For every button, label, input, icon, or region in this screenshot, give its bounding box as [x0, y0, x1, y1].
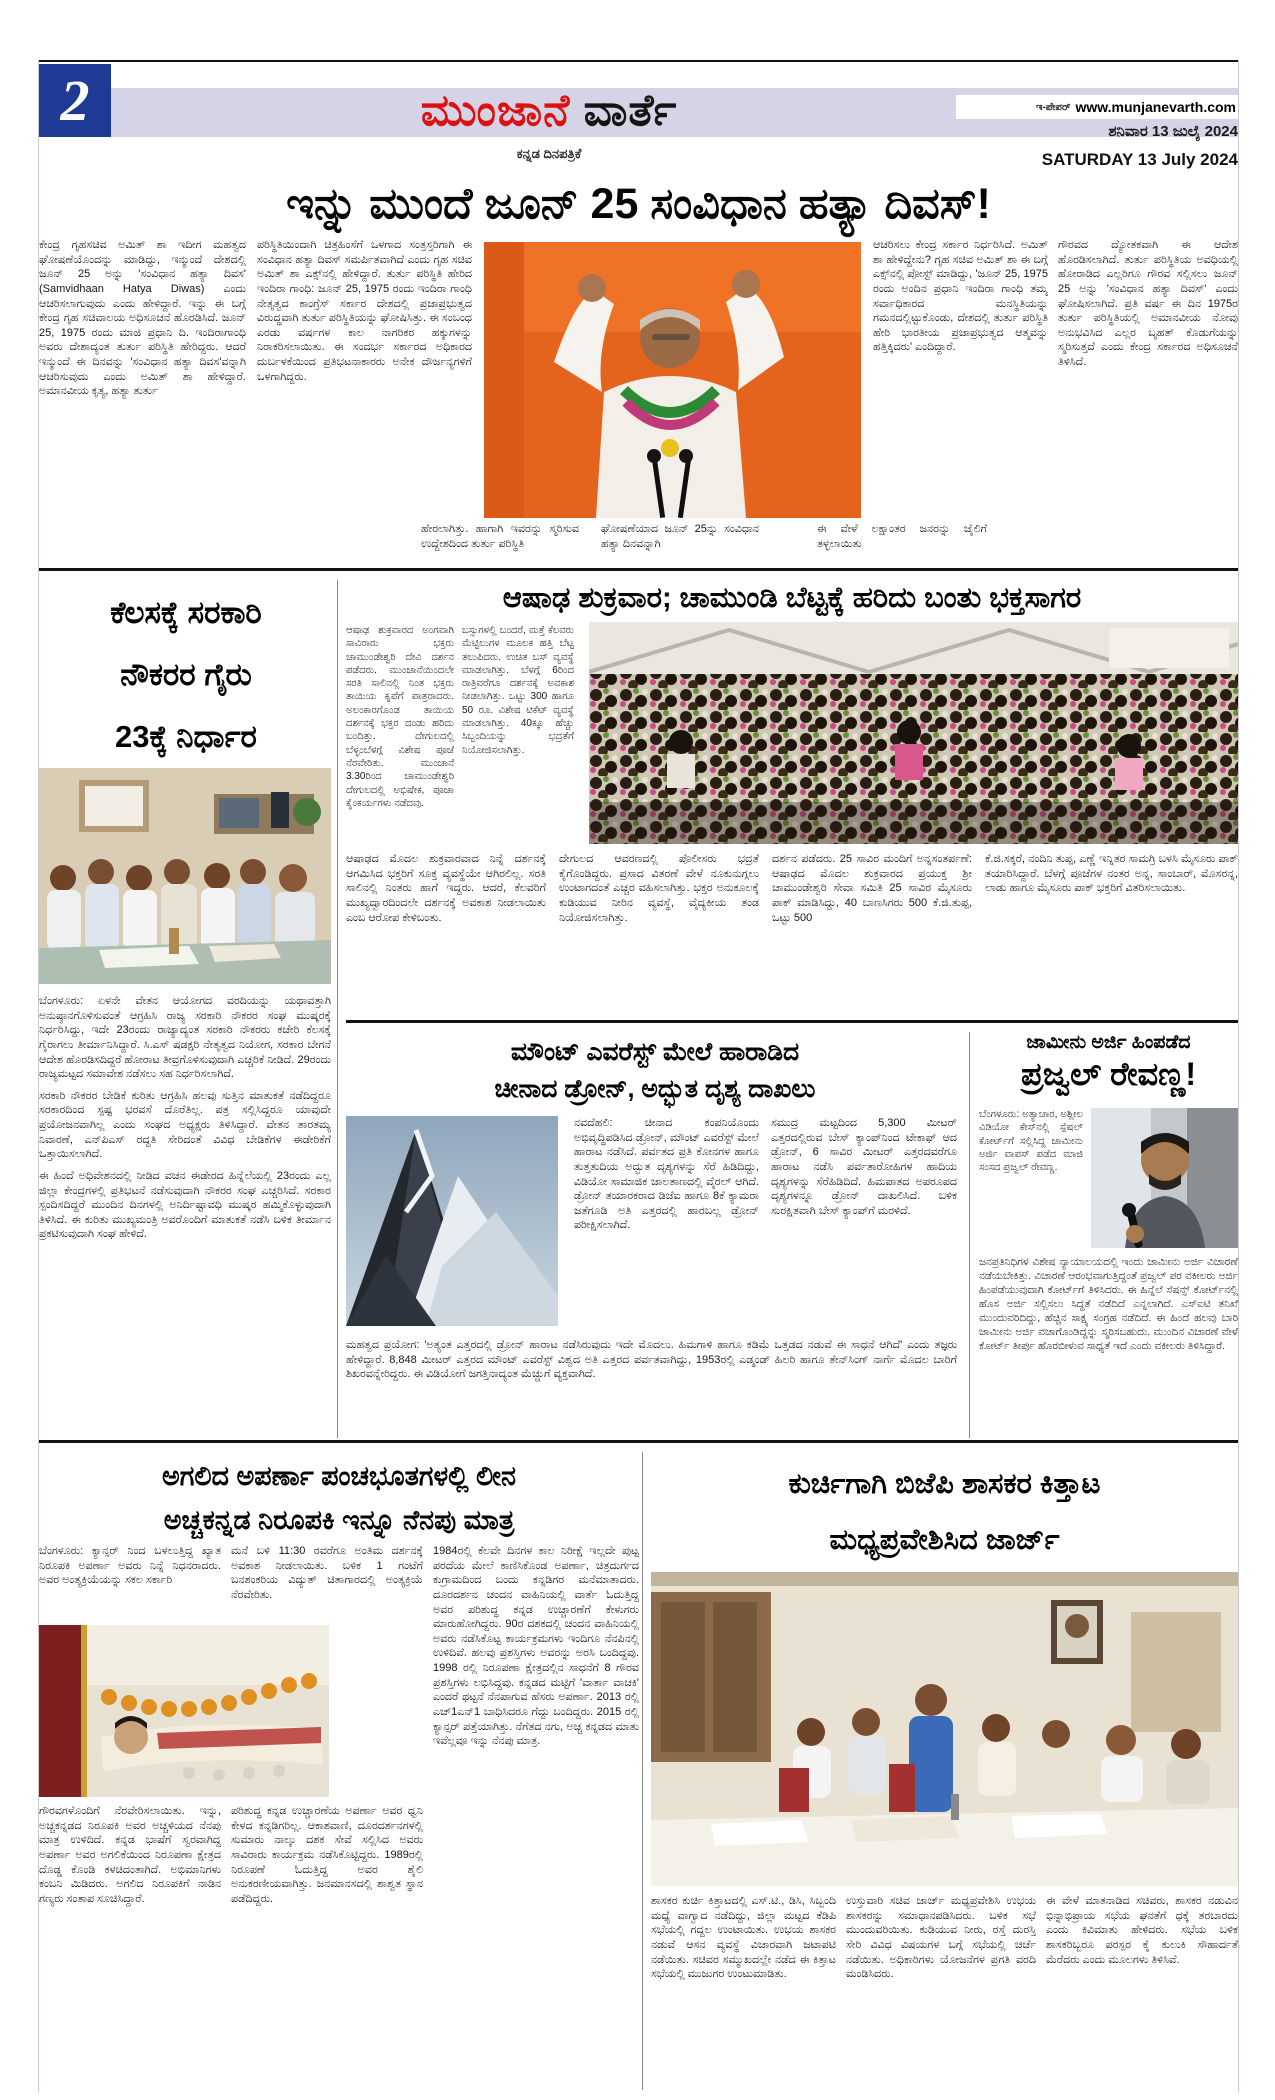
prajwal-headline-line2: ಪ್ರಜ್ವಲ್ ರೇವಣ್ಣ!: [1021, 1056, 1196, 1092]
lead-column-4: ಗೌರವದ ದ್ಯೋತಕವಾಗಿ ಈ ಆದೇಶ ಹೊರಡಿಸಲಾಗಿದೆ. ತುರ್ತು ಪರಿಸ್ಥಿತಿಯ ಅವಧಿಯಲ್ಲಿ ಹೋರಾಡಿದ ಎಲ್ಲರಿಗೂ ಗೌರವ ಸಲ್ಲಿಸಲು ಜೂನ್ 25 ಅನ್ನು 'ಸಂವಿಧಾನ ಹತ್ಯಾ ದಿವಸ್' ಎಂದು ಘೋಷಿಸಲಾಗಿದೆ. ಪ್ರತಿ ವರ್ಷ ಈ ದಿನ 1975ರ ತುರ್ತು ಪರಿಸ್ಥಿತಿಯಲ್ಲಿ ಅಮಾನವೀಯ ನೋವು ಅನುಭವಿಸಿದ ಎಲ್ಲರ ಬೃಹತ್ ಕೊಡುಗೆಯನ್ನು ಸ್ಮರಿಸುತ್ತದೆ ಎಂದು ಕೇಂದ್ರ ಸರ್ಕಾರದ ಅಧಿಸೂಚನೆ ತಿಳಿಸಿದೆ.: [1058, 239, 1238, 368]
aparna-headline-line2: ಅಚ್ಚಕನ್ನಡ ನಿರೂಪಕಿ ಇನ್ನೂ ನೆನಪು ಮಾತ್ರ: [163, 1505, 515, 1535]
officials-group-photo: [39, 768, 331, 984]
lead-column-2: ಪರಿಸ್ಥಿತಿಯಿಂದಾಗಿ ಚಿತ್ರಹಿಂಸೆಗೆ ಒಳಗಾದ ಸಂತ್ರಸ್ತರಿಗಾಗಿ ಈ ಸಂವಿಧಾನ ಹತ್ಯಾ ದಿವಸ್ ಸಮರ್ಪಿತವಾಗಿದೆ ಎಂದು ಗೃಹ ಸಚಿವ ಅಮಿತ್ ಶಾ ಎಕ್ಸ್‌ನಲ್ಲಿ ಹೇಳಿದ್ದಾರೆ. ತುರ್ತು ಪರಿಸ್ಥಿತಿ ಹೇರಿದ ಇಂದಿರಾ ಗಾಂಧಿ: ಜೂನ್ 25, 1975 ರಂದು ಇಂದಿರಾ ಗಾಂಧಿ ನೇತೃತ್ವದ ಕಾಂಗ್ರೆಸ್ ಸರ್ಕಾರ ದೇಶದಲ್ಲಿ ಪ್ರಜಾಪ್ರಭುತ್ವದ ವಿರುದ್ಧವಾಗಿ ತುರ್ತು ಪರಿಸ್ಥಿತಿಯನ್ನು ಘೋಷಿಸಿತ್ತು. ಈ ಸಂಬಂಧ ಎರಡು ವರ್ಷಗಳ ಕಾಲ ನಾಗರಿಕರ ಹಕ್ಕುಗಳನ್ನು ನಿರಾಕರಿಸಲಾಯಿತು. ಈ ಸಂದರ್ಭ ಸರ್ಕಾರದ ಅಧಿಕಾರದ ದುರ್ಬಳಕೆಯಿಂದ ಪ್ರತಿಭಟನಾಕಾರರು ಅನೇಕ ದೌರ್ಜನ್ಯಗಳಿಗೆ ಒಳಗಾಗಿದ್ದರು.: [257, 239, 472, 383]
ashadha-column-1: ಆಷಾಢ ಶುಕ್ರವಾರದ ಅಂಗವಾಗಿ ಸಾವಿರಾರು ಭಕ್ತರು ಚಾಮುಂಡೇಶ್ವರಿ ದೇವಿ ದರ್ಶನ ಪಡೆದರು. ಮುಂಜಾನೆಯಿಂದಲೇ ಸರತಿ ಸಾಲಿನಲ್ಲಿ ನಿಂತ ಭಕ್ತರು ತಾಯಿಯ ಕೃಪೆಗೆ ಪಾತ್ರರಾದರು. ಅಲಂಕಾರಗೊಂಡ ತಾಯಿಯ ದರ್ಶನಕ್ಕೆ ಭಕ್ತರ ದಂಡು ಹರಿದು ಬಂದಿತ್ತು. ದೇಗುಲದಲ್ಲಿ ಬೆಳ್ಳಂಬೆಳಗ್ಗೆ ವಿಶೇಷ ಪೂಜೆ ನೆರವೇರಿತು. ಮುಂಜಾನೆ 3.30ರಿಂದ ಚಾಮುಂಡೇಶ್ವರಿ ದೇಗುಲದಲ್ಲಿ ಅಭಿಷೇಕ, ಪೂಜಾ ಕೈಂಕರ್ಯಗಳು ನಡೆದವು.: [346, 625, 454, 809]
prajwal-revanna-photo: [1091, 1108, 1238, 1248]
kdp-meeting-photo: [651, 1572, 1238, 1886]
everest-column-1: ನವದೆಹಲಿ: ಚೀನಾದ ಕಂಪನಿಯೊಂದು ಅಭಿವೃದ್ಧಿಪಡಿಸಿದ ಡ್ರೋನ್, ಮೌಂಟ್ ಎವರೆಸ್ಟ್ ಮೇಲೆ ಹಾರಾಟ ನಡೆಸಿದೆ. ಪರ್ವತದ ಪ್ರತಿ ಕೋನಗಳ ಹಾಗೂ ತುತ್ತತುದಿಯ ಅದ್ಭುತ ದೃಶ್ಯಗಳನ್ನು ಸೆರೆ ಹಿಡಿದಿದ್ದು, ವಿಡಿಯೋ ಸಾಮಾಜಿಕ ಜಾಲತಾಣದಲ್ಲಿ ವೈರಲ್ ಆಗಿದೆ. ಡ್ರೋನ್ ತಯಾರಕರಾದ ಡಿಜೆಐ ಹಾಗೂ 8ಕೆ ಕ್ಯಾಮರಾ ಜತೆಗೂಡಿ ಅತಿ ಎತ್ತರದಲ್ಲಿ ಹಾರಬಲ್ಲ ಡ್ರೋನ್ ಪರೀಕ್ಷಿಸಲಾಗಿದೆ.: [574, 1117, 759, 1232]
ashadha-column-2: ಬಸ್ಸುಗಳಲ್ಲಿ ಬಂದರೆ, ಮತ್ತೆ ಕೆಲವರು ಮೆಟ್ಟಿಲುಗಳ ಮೂಲಕ ಹತ್ತಿ ಬೆಟ್ಟ ತಲುಪಿದರು. ಉಚಿತ ಬಸ್ ವ್ಯವಸ್ಥೆ ಮಾಡಲಾಗಿತ್ತು. ಬೆಳಗ್ಗೆ 6ರಿಂದ ರಾತ್ರಿವರೆಗೂ ದರ್ಶನಕ್ಕೆ ಅವಕಾಶ ನೀಡಲಾಗಿತ್ತು. ಒಟ್ಟು 300 ಹಾಗೂ 50 ರೂ. ವಿಶೇಷ ಟಿಕೆಟ್ ವ್ಯವಸ್ಥೆ ಮಾಡಲಾಗಿತ್ತು. 40ಕ್ಕೂ ಹೆಚ್ಚು ಸಿಬ್ಬಂದಿಯನ್ನು ಭದ್ರತೆಗೆ ನಿಯೋಜಿಸಲಾಗಿತ್ತು.: [462, 625, 574, 756]
prajwal-photo: [1091, 1108, 1238, 1248]
ashadha-bottom-column-2: ದೇಗುಲದ ಆವರಣದಲ್ಲಿ ಪೊಲೀಸರು ಭದ್ರತೆ ಕೈಗೊಂಡಿದ್ದರು. ಪ್ರಸಾದ ವಿತರಣೆ ವೇಳೆ ನೂಕುನುಗ್ಗಲು ಉಂಟಾಗದಂತೆ ಎಚ್ಚರ ವಹಿಸಲಾಗಿತ್ತು. ಭಕ್ತರ ಅನುಕೂಲಕ್ಕೆ ಕುಡಿಯುವ ನೀರಿನ ವ್ಯವಸ್ಥೆ, ವೈದ್ಯಕೀಯ ತಂಡ ನಿಯೋಜಿಸಲಾಗಿತ್ತು.: [559, 853, 759, 924]
aparna-headline: [39, 1454, 639, 1542]
page-number: 2: [60, 68, 90, 133]
george-photo: [651, 1572, 1238, 1886]
george-headline: [651, 1456, 1238, 1568]
aparna-headline-line1: ಅಗಲಿದ ಅಪರ್ಣಾ ಪಂಚಭೂತಗಳಲ್ಲಿ ಲೀನ: [161, 1461, 517, 1491]
lead-photo: [484, 242, 861, 518]
top-rule: [39, 60, 1238, 62]
everest-headline-line2: ಚೀನಾದ ಡ್ರೋನ್, ಅದ್ಭುತ ದೃಶ್ಯ ದಾಖಲು: [494, 1075, 816, 1103]
ashadha-bottom-column-1: ಆಷಾಢದ ಮೊದಲ ಶುಕ್ರವಾರವಾದ ನಿನ್ನೆ ದರ್ಶನಕ್ಕೆ ಆಗಮಿಸಿದ ಭಕ್ತರಿಗೆ ಸೂಕ್ತ ವ್ಯವಸ್ಥೆಯೇ ಆಗಿರಲಿಲ್ಲ. ಸರತಿ ಸಾಲಿನಲ್ಲಿ ನಿಂತರು ಹಾಗೆ ಇದ್ದರು. ಆದರೆ, ಕೆಲವರಿಗೆ ಮುಖ್ಯದ್ವಾರದಿಂದಲೇ ದರ್ಶನಕ್ಕೆ ಅವಕಾಶ ನೀಡಲಾಯಿತು ಎಂಬ ಆರೋಪ ಕೇಳಿಬಂತು.: [346, 853, 546, 924]
masthead: [339, 86, 759, 136]
ashadha-bottom-column-3: ದರ್ಶನ ಪಡೆದರು. 25 ಸಾವಿರ ಮಂದಿಗೆ ಅನ್ನಸಂತರ್ಪಣೆ: ಆಷಾಢದ ಮೊದಲ ಶುಕ್ರವಾರದ ಪ್ರಯುಕ್ತ ಶ್ರೀ ಚಾಮುಂಡೇಶ್ವರಿ ಸೇವಾ ಸಮಿತಿ 25 ಸಾವಿರ ಮೈಸೂರು ಪಾಕ್ ಮಾಡಿಸಿದ್ದು, 40 ಬಾಣಸಿಗರು 500 ಕೆ.ಜಿ.ತುಪ್ಪ, ಒಟ್ಟು 500: [772, 853, 972, 924]
strike-paragraph-2: ಸರಕಾರಿ ನೌಕರರ ಬೇಡಿಕೆ ಕುರಿತು ಆಗ್ರಹಿಸಿ ಹಲವು ಸುತ್ತಿನ ಮಾತುಕತೆ ನಡೆದಿದ್ದರೂ ಸರಕಾರದಿಂದ ಸ್ಪಷ್ಟ ಭರವಸೆ ದೊರೆತಿಲ್ಲ. ಪತ್ರ ಸಲ್ಲಿಸಿದ್ದರೂ ಯಾವುದೇ ಪ್ರಯೋಜನವಾಗಿಲ್ಲ ಎಂದು ಸಂಘದ ಅಧ್ಯಕ್ಷರು ತಿಳಿಸಿದ್ದಾರೆ. ವೇತನ ತಾರತಮ್ಯ ನಿವಾರಣೆ, ಎನ್‌ಪಿಎಸ್ ರದ್ದತಿ ಸೇರಿದಂತೆ ವಿವಿಧ ಬೇಡಿಕೆಗಳ ಈಡೇರಿಕೆಗೆ ಒತ್ತಾಯಿಸಲಾಗಿದೆ.: [39, 1089, 331, 1161]
epaper-box: [956, 95, 1238, 119]
strike-headline-line2: ನೌಕರರ ಗೈರು: [120, 657, 252, 692]
ashadha-photo: [589, 622, 1238, 844]
george-headline-line2: ಮಧ್ಯಪ್ರವೇಶಿಸಿದ ಜಾರ್ಜ್: [829, 1524, 1060, 1556]
lead-headline: ಇನ್ನು ಮುಂದೆ ಜೂನ್ 25 ಸಂವಿಧಾನ ಹತ್ಯಾ ದಿವಸ್!: [286, 180, 991, 228]
masthead-subtitle: ಕನ್ನಡ ದಿನಪತ್ರಿಕೆ: [516, 146, 582, 161]
strike-headline-line1: ಕೆಲಸಕ್ಕೆ ಸರಕಾರಿ: [110, 595, 262, 630]
section-divider-2: [346, 1020, 1238, 1023]
lead-subcolumn-2: ಘೋಷಣೆಯಾದ ಜೂನ್ 25ನ್ನು ಸಂವಿಧಾನ ಹತ್ಯಾ ದಿನವನ್ನಾಗಿ: [601, 523, 759, 550]
everest-headline: [346, 1034, 964, 1108]
column-rule-2: [969, 1032, 970, 1438]
everest-photo: [346, 1116, 558, 1326]
everest-bottom-paragraph: ಮಹತ್ವದ ಪ್ರಯೋಗ: 'ಅತ್ಯಂತ ಎತ್ತರದಲ್ಲಿ ಡ್ರೋನ್ ಹಾರಾಟ ನಡೆಸಿರುವುದು ಇದೇ ಮೊದಲು. ಹಿಮಗಾಳಿ ಹಾಗೂ ಕಡಿಮೆ ಒತ್ತಡದ ನಡುವೆ ಈ ಸಾಧನೆ ಆಗಿದೆ' ಎಂದು ತಜ್ಞರು ಹೇಳಿದ್ದಾರೆ. 8,848 ಮೀಟರ್ ಎತ್ತರದ ಮೌಂಟ್ ಎವರೆಸ್ಟ್ ವಿಶ್ವದ ಅತಿ ಎತ್ತರದ ಪರ್ವತವಾಗಿದ್ದು, 1953ರಲ್ಲಿ ಎಡ್ಮಂಡ್ ಹಿಲರಿ ಹಾಗೂ ತೇನ್‌ಸಿಂಗ್ ನಾರ್ಗೆ ಮೊದಲ ಬಾರಿಗೆ ಶಿಖರವನ್ನೇರಿದ್ದರು. ಈ ವಿಡಿಯೋಗೆ ಜಗತ್ತಿನಾದ್ಯಂತ ಮೆಚ್ಚುಗೆ ವ್ಯಕ್ತವಾಗಿದೆ.: [346, 1339, 957, 1381]
strike-headline: [39, 582, 333, 768]
lead-subcolumn-3: ಈ ವೇಳೆ ಲಕ್ಷಾಂತರ ಜನರನ್ನು ಜೈಲಿಗೆ ತಳ್ಳಲಾಯಿತು: [817, 523, 987, 550]
george-column-1: ಶಾಸಕರ ಕುರ್ಚಿ ಕಿತ್ತಾಟದಲ್ಲಿ ಎಸ್.ಟಿ., ಡಿಸಿ, ಸಿಬ್ಬಂದಿ ಮಧ್ಯೆ ವಾಗ್ವಾದ ನಡೆದಿದ್ದು, ಜಿಲ್ಲಾ ಮಟ್ಟದ ಕೆಡಿಪಿ ಸಭೆಯಲ್ಲಿ ಗದ್ದಲ ಉಂಟಾಯಿತು. ಉಭಯ ಶಾಸಕರ ನಡುವೆ ಆಸನ ವ್ಯವಸ್ಥೆ ವಿಚಾರವಾಗಿ ಜಟಾಪಟಿ ನಡೆಯಿತು. ಸಚಿವರ ಸಮ್ಮುಖದಲ್ಲೇ ನಡೆದ ಈ ಕಿತ್ತಾಟ ಸಭೆಯಲ್ಲಿ ಮುಜುಗರ ಉಂಟುಮಾಡಿತು.: [651, 1895, 836, 1981]
masthead-red: ಮುಂಜಾನೆ: [420, 86, 571, 135]
lead-column-1: ಕೇಂದ್ರ ಗೃಹಸಚಿವ ಅಮಿತ್ ಶಾ ಇದೀಗ ಮಹತ್ವದ ಘೋಷಣೆಯೊಂದನ್ನು ಮಾಡಿದ್ದು, ಇನ್ಮುಂದೆ ದೇಶದಲ್ಲಿ ಜೂನ್ 25 ಅನ್ನು 'ಸಂವಿಧಾನ ಹತ್ಯಾ ದಿವಸ' (Samvidhaan Hatya Diwas) ಎಂದು ಆಚರಿಸಲಾಗುವುದು ಎಂದು ಹೇಳಿದ್ದಾರೆ. ಇನ್ನು ಈ ಬಗ್ಗೆ ಕೇಂದ್ರ ಗೃಹ ಸಚಿವಾಲಯ ಅಧಿಸೂಚನೆ ಹೊರಡಿಸಿದೆ. ಜೂನ್ 25, 1975 ರಂದು ಮಾಜಿ ಪ್ರಧಾನಿ ದಿ. ಇಂದಿರಾಗಾಂಧಿ ಅವರು ದೇಶಾದ್ಯಂತ ತುರ್ತು ಪರಿಸ್ಥಿತಿ ಹೇರಿದ್ದರು. ಆದರೆ ಇನ್ಮುಂದೆ ಈ ದಿನವನ್ನು 'ಸಂವಿಧಾನ ಹತ್ಯಾ ದಿವಸ'ವನ್ನಾಗಿ ಆಚರಿಸುವುದು ಎಂದು ಅಮಿತ್ ಶಾ ಹೇಳಿದ್ದಾರೆ. ಅಮಾನವೀಯ ಕೃತ್ಯ, ಹತ್ಯಾ ತುರ್ತು: [39, 239, 246, 398]
strike-paragraph-3: ಈ ಹಿಂದೆ ಅಧಿವೇಶನದಲ್ಲಿ ನೀಡಿದ ವಚನ ಈಡೇರದ ಹಿನ್ನೆಲೆಯಲ್ಲಿ 23ರಂದು ಎಲ್ಲ ಜಿಲ್ಲಾ ಕೇಂದ್ರಗಳಲ್ಲಿ ಪ್ರತಿಭಟನೆ ನಡೆಸುವುದಾಗಿ ನೌಕರರ ಸಂಘ ಎಚ್ಚರಿಸಿದೆ. ಸರಕಾರ ಸ್ಪಂದಿಸದಿದ್ದರೆ ಮುಂದಿನ ದಿನಗಳಲ್ಲಿ ಅನಿರ್ದಿಷ್ಟಾವಧಿ ಮುಷ್ಕರ ಹಮ್ಮಿಕೊಳ್ಳುವುದಾಗಿ ತಿಳಿಸಿದೆ. ಈ ಕುರಿತು ಮುಖ್ಯಮಂತ್ರಿ ಅವರೊಂದಿಗೆ ಮಾತುಕತೆ ನಡೆಸಿ ಬಳಿಕ ತೀರ್ಮಾನ ಪ್ರಕಟಿಸುವುದಾಗಿ ಸಂಘ ಹೇಳಿದೆ.: [39, 1169, 331, 1241]
george-column-3: ಈ ವೇಳೆ ಮಾತನಾಡಿದ ಸಚಿವರು, ಶಾಸಕರ ನಡುವಿನ ಭಿನ್ನಾಭಿಪ್ರಾಯ ಸಭೆಯ ಘನತೆಗೆ ಧಕ್ಕೆ ತರಬಾರದು ಎಂದು ಕಿವಿಮಾತು ಹೇಳಿದರು. ಸಭೆಯ ಬಳಿಕ ಶಾಸಕರಿಬ್ಬರೂ ಪರಸ್ಪರ ಕೈ ಕುಲುಕಿ ಸೌಹಾರ್ದತೆ ಮೆರೆದರು ಎಂದು ಮೂಲಗಳು ತಿಳಿಸಿವೆ.: [1046, 1895, 1238, 1966]
prajwal-side-text: ಬೆಂಗಳೂರು: ಅತ್ಯಾಚಾರ, ಅಶ್ಲೀಲ ವಿಡಿಯೋ ಕೇಸ್‌ನಲ್ಲಿ ಸ್ಪೆಷಲ್ ಕೋರ್ಟ್‌ಗೆ ಸಲ್ಲಿಸಿದ್ದ ಜಾಮೀನು ಅರ್ಜಿ ವಾಪಸ್ ಪಡೆದ ಮಾಜಿ ಸಂಸದ ಪ್ರಜ್ವಲ್ ರೇವಣ್ಣ.: [979, 1109, 1083, 1174]
devotee-crowd-photo: [589, 622, 1238, 844]
epaper-label: ಇ-ಪೇಪರ್: [1036, 101, 1071, 113]
mount-everest-photo: [346, 1116, 558, 1326]
aparna-column-5: ಪರಿಶುದ್ಧ ಕನ್ನಡ ಉಚ್ಚಾರಣೆಯ ಅಪರ್ಣಾ ಅವರ ಧ್ವನಿ ಕೇಳದ ಕನ್ನಡಿಗರಿಲ್ಲ. ಆಕಾಶವಾಣಿ, ದೂರದರ್ಶನಗಳಲ್ಲಿ ಸುಮಾರು ನಾಲ್ಕು ದಶಕ ಸೇವೆ ಸಲ್ಲಿಸಿದ ಅವರು ಸಾವಿರಾರು ಕಾರ್ಯಕ್ರಮ ನಡೆಸಿಕೊಟ್ಟಿದ್ದರು. 1989ರಲ್ಲಿ ನಿರೂಪಣೆ ಓದುತ್ತಿದ್ದ ಅವರ ಶೈಲಿ ಅನುಕರಣೀಯವಾಗಿತ್ತು. ಜನಮಾನಸದಲ್ಲಿ ಶಾಶ್ವತ ಸ್ಥಾನ ಪಡೆದಿದ್ದರು.: [231, 1805, 423, 1905]
column-rule-1: [337, 580, 338, 1438]
ashadha-headline: ಆಷಾಢ ಶುಕ್ರವಾರ; ಚಾಮುಂಡಿ ಬೆಟ್ಟಕ್ಕೆ ಹರಿದು ಬಂತು ಭಕ್ತಸಾಗರ: [502, 582, 1082, 614]
strike-headline-line3: 23ಕ್ಕೆ ನಿರ್ಧಾರ: [115, 719, 257, 754]
aparna-column-2: ಮನೆ ಬಳಿ 11:30 ರವರೆಗೂ ಅಂತಿಮ ದರ್ಶನಕ್ಕೆ ಅವಕಾಶ ನೀಡಲಾಯಿತು. ಬಳಿಕ 1 ಗಂಟೆಗೆ ಬನಶಂಕರಿಯ ವಿದ್ಯುತ್ ಚಿತಾಗಾರದಲ್ಲಿ ಅಂತ್ಯಕ್ರಿಯೆ ನೆರವೇರಿತು.: [231, 1545, 423, 1601]
newspaper-page: [38, 60, 1239, 2092]
aparna-column-4: ಗೌರವಗಳೊಂದಿಗೆ ನೆರವೇರಿಸಲಾಯಿತು. ಇನ್ನು, ಅಚ್ಚಕನ್ನಡದ ನಿರೂಪಕಿ ಅವರ ಅಚ್ಚಳಿಯದ ನೆನಪು ಮಾತ್ರ ಉಳಿದಿದೆ. ಕನ್ನಡ ಭಾಷೆಗೆ ಸ್ವರವಾಗಿದ್ದ ಅಪರ್ಣಾ ಅವರ ಅಗಲಿಕೆಯಿಂದ ನಿರೂಪಣಾ ಕ್ಷೇತ್ರದ ದೊಡ್ಡ ಕೊಂಡಿ ಕಳಚಿದಂತಾಗಿದೆ. ಅಭಿಮಾನಿಗಳು ಕಂಬನಿ ಮಿಡಿದರು. ಅಗಲಿದ ನಿರೂಪಕಿಗೆ ನಾಡಿನ ಗಣ್ಯರು ಸಂತಾಪ ಸೂಚಿಸಿದ್ದಾರೆ.: [39, 1805, 221, 1905]
prajwal-body: ಜನಪ್ರತಿನಿಧಿಗಳ ವಿಶೇಷ ನ್ಯಾಯಾಲಯದಲ್ಲಿ ಇಂದು ಜಾಮೀನು ಅರ್ಜಿ ವಿಚಾರಣೆ ನಡೆಯಬೇಕಿತ್ತು. ವಿಚಾರಣೆ ಆರಂಭವಾಗುತ್ತಿದ್ದಂತೆ ಪ್ರಜ್ವಲ್ ಪರ ವಕೀಲರು ಅರ್ಜಿ ಹಿಂಪಡೆಯುವುದಾಗಿ ಕೋರ್ಟ್‌ಗೆ ತಿಳಿಸಿದರು. ಈ ಹಿನ್ನೆಲೆ ಸೆಷನ್ಸ್ ಕೋರ್ಟ್‌ನಲ್ಲಿ ಹೊಸ ಅರ್ಜಿ ಸಲ್ಲಿಸಲು ಸಿದ್ಧತೆ ನಡೆದಿದೆ ಎನ್ನಲಾಗಿದೆ. ಎಸ್‌ಐಟಿ ತನಿಖೆ ಮುಂದುವರಿದಿದ್ದು, ಹೆಚ್ಚಿನ ಸಾಕ್ಷ್ಯ ಸಂಗ್ರಹ ನಡೆದಿದೆ. ಈ ಹಿಂದೆ ಹಲವು ಬಾರಿ ಜಾಮೀನು ಅರ್ಜಿ ವಜಾಗೊಂಡಿದ್ದನ್ನು ಸ್ಮರಿಸಬಹುದು. ಮುಂದಿನ ವಿಚಾರಣೆ ವೇಳೆ ಕೋರ್ಟ್ ತೀರ್ಪು ಹೊರಬೀಳುವ ಸಾಧ್ಯತೆ ಇದೆ ಎಂದು ವಕೀಲರು ತಿಳಿಸಿದ್ದಾರೆ.: [979, 1256, 1238, 1352]
aparna-photo: [39, 1625, 329, 1797]
george-headline-line1: ಕುರ್ಚಿಗಾಗಿ ಬಿಜೆಪಿ ಶಾಸಕರ ಕಿತ್ತಾಟ: [788, 1468, 1101, 1500]
aparna-column-1: ಬೆಂಗಳೂರು: ಕ್ಯಾನ್ಸರ್ ನಿಂದ ಬಳಲುತ್ತಿದ್ದ ಖ್ಯಾತ ನಿರೂಪಕಿ ಅಪರ್ಣಾ ಅವರು ನಿನ್ನೆ ನಿಧನರಾದರು. ಅವರ ಅಂತ್ಯಕ್ರಿಯೆಯನ್ನು ಸಕಲ ಸರ್ಕಾರಿ: [39, 1545, 221, 1587]
website-link[interactable]: www.munjanevarth.com: [1075, 99, 1236, 115]
everest-column-2: ಸಮುದ್ರ ಮಟ್ಟದಿಂದ 5,300 ಮೀಟರ್ ಎತ್ತರದಲ್ಲಿರುವ ಬೇಸ್ ಕ್ಯಾಂಪ್‌ನಿಂದ ಟೇಕಾಫ್ ಆದ ಡ್ರೋನ್, 6 ಸಾವಿರ ಮೀಟರ್ ಎತ್ತರದವರೆಗೂ ಹಾರಾಟ ನಡೆಸಿ ಪರ್ವತಾರೋಹಿಗಳ ಹಾದಿಯ ದೃಶ್ಯಗಳನ್ನು ಸೆರೆಹಿಡಿದಿದೆ. ಹಿಮಪಾತದ ಅಪರೂಪದ ದೃಶ್ಯಗಳನ್ನೂ ಡ್ರೋನ್ ದಾಖಲಿಸಿದೆ. ಬಳಿಕ ಸುರಕ್ಷಿತವಾಗಿ ಬೇಸ್ ಕ್ಯಾಂಪ್‌ಗೆ ಮರಳಿದೆ.: [771, 1117, 957, 1217]
page-number-box: [39, 64, 111, 137]
lead-subcolumn-1: ಹೇರಲಾಗಿತ್ತು. ಹಾಗಾಗಿ ಇವರನ್ನು ಸ್ಮರಿಸುವ ಉದ್ದೇಶದಿಂದ ತುರ್ತು ಪರಿಸ್ಥಿತಿ: [421, 523, 579, 550]
prajwal-headline-line1: ಜಾಮೀನು ಅರ್ಜಿ ಹಿಂಪಡೆದ: [1026, 1032, 1191, 1053]
aparna-column-3: 1984ರಲ್ಲಿ ಕೆಲವೇ ದಿನಗಳ ಕಾಲ ನಿರೀಕ್ಷೆ ಇಲ್ಲದೇ ಪುಟ್ಟ ಪರದೆಯ ಮೇಲೆ ಕಾಣಿಸಿಕೊಂಡ ಅಪರ್ಣಾ, ಚಿತ್ರದುರ್ಗದ ಕುಗ್ರಾಮದಿಂದ ಬಂದು ಕನ್ನಡಿಗರ ಮನೆಮಾತಾದರು. ದೂರದರ್ಶನ ಚಂದನ ವಾಹಿನಿಯಲ್ಲಿ ವಾರ್ತೆ ಓದುತ್ತಿದ್ದ ಅವರ ಪರಿಶುದ್ಧ ಕನ್ನಡ ಉಚ್ಚಾರಣೆಗೆ ಕೇಳುಗರು ಮಾರುಹೋಗಿದ್ದರು. 90ರ ದಶಕದಲ್ಲಿ ಚಂದನ ವಾಹಿನಿಯಲ್ಲಿ ಅವರು ನಡೆಸಿಕೊಟ್ಟ ಕಾರ್ಯಕ್ರಮಗಳು ಇಂದಿಗೂ ನೆನಪಿನಲ್ಲಿ ಉಳಿದಿವೆ. ಹಲವು ಪ್ರಶಸ್ತಿಗಳು ಅವರನ್ನು ಅರಸಿ ಬಂದಿದ್ದವು. 1998 ರಲ್ಲಿ ನಿರೂಪಣಾ ಕ್ಷೇತ್ರದಲ್ಲಿನ ಸಾಧನೆಗೆ 8 ಗೌರವ ಪ್ರಶಸ್ತಿಗಳು ಲಭಿಸಿದ್ದವು. ಕನ್ನಡದ ಮಟ್ಟಿಗೆ 'ವಾರ್ತಾ ವಾಚಕಿ' ಎಂದರೆ ಥಟ್ಟನೆ ನೆನಪಾಗುವ ಹೆಸರು ಅಪರ್ಣಾ. 2013 ರಲ್ಲಿ ಎಚ್1ಎನ್1 ಬಾಧಿಸಿದರೂ ಗೆದ್ದು ಬಂದಿದ್ದರು. 2015 ರಲ್ಲಿ ಕ್ಯಾನ್ಸರ್ ಪತ್ತೆಯಾಗಿತ್ತು. ನೆಗೆತದ ನಗು, ಅಚ್ಚ ಕನ್ನಡದ ಮಾತು ಇವೆಲ್ಲವೂ ಇನ್ನು ನೆನಪು ಮಾತ್ರ.: [433, 1545, 639, 1748]
strike-paragraph-1: ಬೆಂಗಳೂರು: ಏಳನೇ ವೇತನ ಆಯೋಗದ ವರದಿಯನ್ನು ಯಥಾವತ್ತಾಗಿ ಅನುಷ್ಠಾನಗೊಳಿಸುವಂತೆ ಆಗ್ರಹಿಸಿ ರಾಜ್ಯ ಸರಕಾರಿ ನೌಕರರ ಸಂಘ ಮುಷ್ಕರಕ್ಕೆ ನಿರ್ಧರಿಸಿದ್ದು, ಇದೇ 23ರಂದು ರಾಜ್ಯಾದ್ಯಂತ ಸರಕಾರಿ ನೌಕರರು ಕಚೇರಿ ಕೆಲಸಕ್ಕೆ ಗೈರಾಗಲು ತೀರ್ಮಾನಿಸಿದ್ದಾರೆ. ಸಿ.ಎಸ್ ಷಡಕ್ಷರಿ ನೇತೃತ್ವದ ನಿಯೋಗ, ಸರಕಾರ ಬೇಗನೆ ಆದೇಶ ಹೊರಡಿಸದಿದ್ದರೆ ಹೋರಾಟ ತೀವ್ರಗೊಳಿಸುವುದಾಗಿ ಎಚ್ಚರಿಕೆ ನೀಡಿದೆ. 29ರಂದು ರಾಜ್ಯಮಟ್ಟದ ಸಮಾವೇಶ ನಡೆಸಲು ಸಹ ನಿರ್ಧರಿಸಲಾಗಿದೆ.: [39, 995, 331, 1081]
section-divider-3: [39, 1440, 1238, 1443]
aparna-funeral-photo: [39, 1625, 329, 1797]
prajwal-headline: [979, 1032, 1238, 1094]
lead-column-3: ಆಚರಿಸಲು ಕೇಂದ್ರ ಸರ್ಕಾರ ನಿರ್ಧರಿಸಿದೆ. ಅಮಿತ್ ಶಾ ಹೇಳಿದ್ದೇನು? ಗೃಹ ಸಚಿವ ಅಮಿತ್ ಶಾ ಈ ಬಗ್ಗೆ ಎಕ್ಸ್‌ನಲ್ಲಿ ಪೋಸ್ಟ್ ಮಾಡಿದ್ದು, 'ಜೂನ್ 25, 1975 ರಂದು ಅಂದಿನ ಪ್ರಧಾನಿ ಇಂದಿರಾ ಗಾಂಧಿ ತಮ್ಮ ಸರ್ವಾಧಿಕಾರದ ಮನಸ್ಥಿತಿಯನ್ನು ಗಮನದಲ್ಲಿಟ್ಟುಕೊಂಡು, ದೇಶದಲ್ಲಿ ತುರ್ತು ಪರಿಸ್ಥಿತಿ ಹೇರಿ ಭಾರತೀಯ ಪ್ರಜಾಪ್ರಭುತ್ವದ ಆತ್ಮವನ್ನು ಹತ್ತಿಕ್ಕಿದರು' ಎಂದಿದ್ದಾರೆ.: [873, 239, 1048, 354]
date-english: SATURDAY 13 July 2024: [1041, 150, 1238, 169]
everest-headline-line1: ಮೌಂಟ್ ಎವರೆಸ್ಟ್ ಮೇಲೆ ಹಾರಾಡಿದ: [510, 1038, 800, 1066]
section-divider-1: [39, 568, 1238, 571]
date-kannada: ಶನಿವಾರ 13 ಜುಲೈ 2024: [1108, 123, 1238, 140]
strike-body: [39, 994, 331, 1436]
masthead-black: ವಾರ್ತೆ: [583, 86, 678, 135]
amit-shah-speech-photo: [484, 242, 861, 518]
column-rule-3: [642, 1452, 643, 2090]
george-column-2: ಉಸ್ತುವಾರಿ ಸಚಿವ ಜಾರ್ಜ್ ಮಧ್ಯಪ್ರವೇಶಿಸಿ ಉಭಯ ಶಾಸಕರನ್ನು ಸಮಾಧಾನಪಡಿಸಿದರು. ಬಳಿಕ ಸಭೆ ಮುಂದುವರಿಯಿತು. ಕುಡಿಯುವ ನೀರು, ರಸ್ತೆ ದುರಸ್ತಿ ಸೇರಿ ವಿವಿಧ ವಿಷಯಗಳ ಬಗ್ಗೆ ಸಭೆಯಲ್ಲಿ ಚರ್ಚೆ ನಡೆಯಿತು. ಅಧಿಕಾರಿಗಳು ಯೋಜನೆಗಳ ಪ್ರಗತಿ ವರದಿ ಮಂಡಿಸಿದರು.: [846, 1895, 1036, 1981]
ashadha-bottom-column-4: ಕೆ.ಜಿ.ಸಕ್ಕರೆ, ನಂದಿನಿ ತುಪ್ಪ, ಎಣ್ಣೆ ಇನ್ನಿತರ ಸಾಮಗ್ರಿ ಬಳಸಿ ಮೈಸೂರು ಪಾಕ್ ತಯಾರಿಸಿದ್ದಾರೆ. ಬೆಳಗ್ಗೆ ಪೂಜೆಗಳ ನಂತರ ಅನ್ನ, ಸಾಂಬಾರ್, ಮೊಸರನ್ನ, ಲಾಡು ಹಾಗೂ ಮೈಸೂರು ಪಾಕ್ ಭಕ್ತರಿಗೆ ವಿತರಿಸಲಾಯಿತು.: [985, 853, 1238, 895]
strike-photo: [39, 768, 331, 984]
